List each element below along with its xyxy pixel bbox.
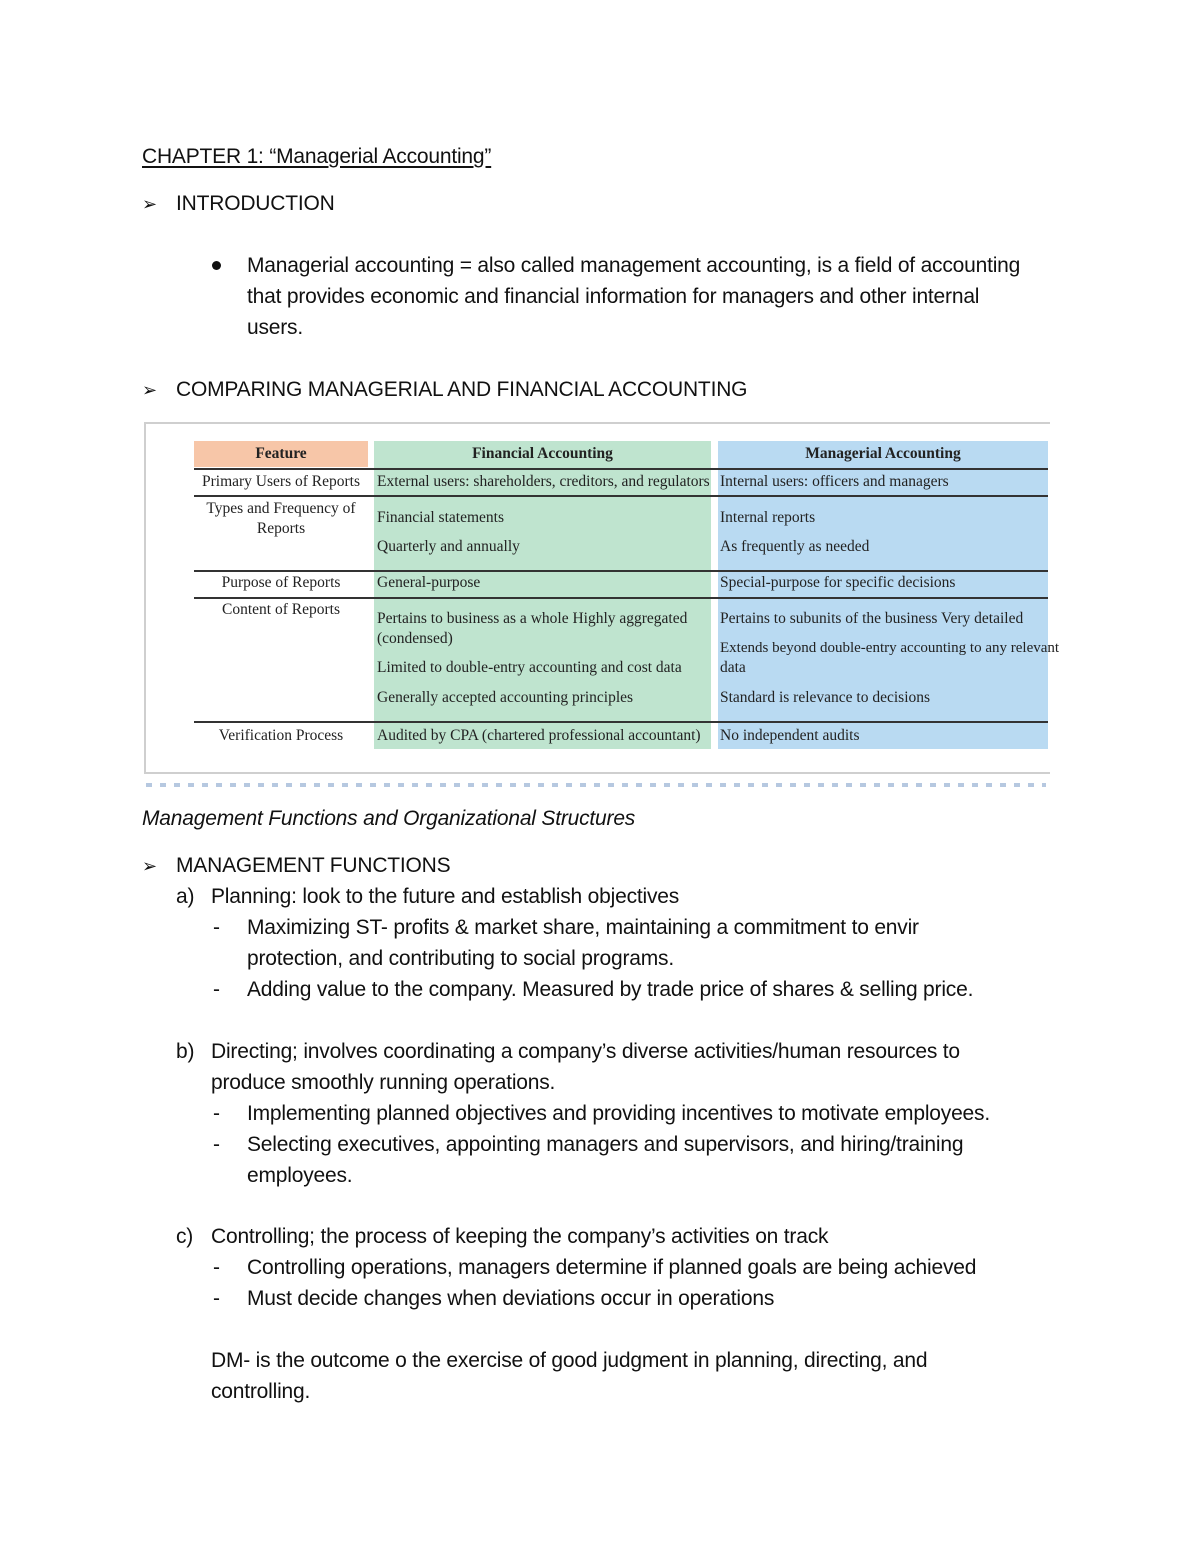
intro-line-1: Managerial accounting = also called management accounting, is a field of accounting bbox=[247, 254, 1021, 277]
directing-item: Implementing planned objectives and providing incentives to motivate employees. bbox=[247, 1102, 990, 1125]
table-cell-managerial: Internal reports bbox=[720, 509, 816, 526]
comparing-heading: COMPARING MANAGERIAL AND FINANCIAL ACCOUNTING bbox=[176, 378, 748, 401]
directing-text: Directing; involves coordinating a company’s diverse activities/human resources to bbox=[211, 1040, 960, 1063]
table-cell-managerial: Extends beyond double-entry accounting to any relevant bbox=[720, 640, 1060, 656]
section-title: Management Functions and Organizational Structures bbox=[142, 807, 636, 830]
arrow-bullet-icon: ➢ bbox=[142, 856, 158, 876]
table-cell-feature: Reports bbox=[256, 520, 306, 537]
table-cell-managerial: Internal users: officers and managers bbox=[720, 473, 949, 490]
functions-heading: MANAGEMENT FUNCTIONS bbox=[176, 854, 451, 877]
table-cell-feature: Verification Process bbox=[218, 727, 344, 744]
dash-marker: - bbox=[213, 1133, 220, 1156]
chapter-title: CHAPTER 1: “Managerial Accounting” bbox=[142, 145, 492, 168]
table-cell-feature: Purpose of Reports bbox=[221, 574, 341, 591]
arrow-bullet-icon: ➢ bbox=[142, 380, 158, 400]
list-marker: c) bbox=[176, 1225, 194, 1248]
directing-text: produce smoothly running operations. bbox=[211, 1071, 556, 1094]
controlling-item: Must decide changes when deviations occur in operations bbox=[247, 1287, 775, 1310]
controlling-text: Controlling; the process of keeping the company’s activities on track bbox=[211, 1225, 829, 1248]
table-cell-financial: General-purpose bbox=[377, 574, 481, 591]
table-cell-managerial: Pertains to subunits of the business Very detailed bbox=[720, 610, 1024, 627]
bullet-icon bbox=[212, 261, 221, 270]
directing-item: Selecting executives, appointing managers and supervisors, and hiring/training bbox=[247, 1133, 964, 1156]
table-cell-managerial: No independent audits bbox=[720, 727, 860, 744]
table-cell-managerial: Standard is relevance to decisions bbox=[720, 689, 931, 706]
table-header-financial: Financial Accounting bbox=[472, 445, 613, 462]
table-cell-financial: Audited by CPA (chartered professional accountant) bbox=[377, 727, 701, 744]
table-rule bbox=[194, 597, 1048, 599]
dm-text: controlling. bbox=[211, 1380, 311, 1403]
dash-marker: - bbox=[213, 1287, 220, 1310]
intro-line-2: that provides economic and financial information for managers and other internal bbox=[247, 285, 980, 308]
planning-item: Adding value to the company. Measured by trade price of shares & selling price. bbox=[247, 978, 974, 1001]
dash-marker: - bbox=[213, 978, 220, 1001]
dash-marker: - bbox=[213, 1102, 220, 1125]
controlling-item: Controlling operations, managers determine if planned goals are being achieved bbox=[247, 1256, 977, 1279]
table-cell-financial: (condensed) bbox=[377, 630, 453, 647]
table-cell-financial: Quarterly and annually bbox=[377, 538, 520, 555]
dash-marker: - bbox=[213, 916, 220, 939]
table-rule bbox=[194, 468, 1048, 470]
table-cell-managerial: data bbox=[720, 659, 746, 676]
table-cell-financial: External users: shareholders, creditors, and regulators bbox=[377, 473, 710, 490]
table-cell-feature: Content of Reports bbox=[222, 601, 340, 618]
table-header-managerial: Managerial Accounting bbox=[805, 445, 961, 462]
table-rule bbox=[194, 721, 1048, 723]
dm-text: DM- is the outcome o the exercise of good judgment in planning, directing, and bbox=[211, 1349, 928, 1372]
planning-item: protection, and contributing to social programs. bbox=[247, 947, 674, 970]
table-cell-managerial: Special-purpose for specific decisions bbox=[720, 574, 956, 591]
intro-line-3: users. bbox=[247, 316, 303, 339]
list-marker: a) bbox=[176, 885, 195, 908]
dash-marker: - bbox=[213, 1256, 220, 1279]
directing-item: employees. bbox=[247, 1164, 353, 1187]
table-header-feature: Feature bbox=[255, 445, 307, 462]
cropped-caption-remnant bbox=[146, 783, 1046, 787]
table-cell-financial: Financial statements bbox=[377, 509, 504, 526]
list-marker: b) bbox=[176, 1040, 195, 1063]
table-cell-financial: Limited to double-entry accounting and cost data bbox=[377, 659, 682, 676]
table-cell-feature: Types and Frequency of bbox=[206, 500, 356, 517]
table-rule bbox=[194, 495, 1048, 497]
planning-text: Planning: look to the future and establish objectives bbox=[211, 885, 680, 908]
table-rule bbox=[194, 570, 1048, 572]
table-cell-financial: Pertains to business as a whole Highly aggregated bbox=[377, 610, 688, 627]
table-cell-managerial: As frequently as needed bbox=[720, 538, 870, 555]
table-cell-feature: Primary Users of Reports bbox=[202, 473, 360, 490]
arrow-bullet-icon: ➢ bbox=[142, 194, 158, 214]
intro-heading: INTRODUCTION bbox=[176, 192, 335, 215]
planning-item: Maximizing ST- profits & market share, maintaining a commitment to envir bbox=[247, 916, 919, 939]
table-cell-financial: Generally accepted accounting principles bbox=[377, 689, 634, 706]
